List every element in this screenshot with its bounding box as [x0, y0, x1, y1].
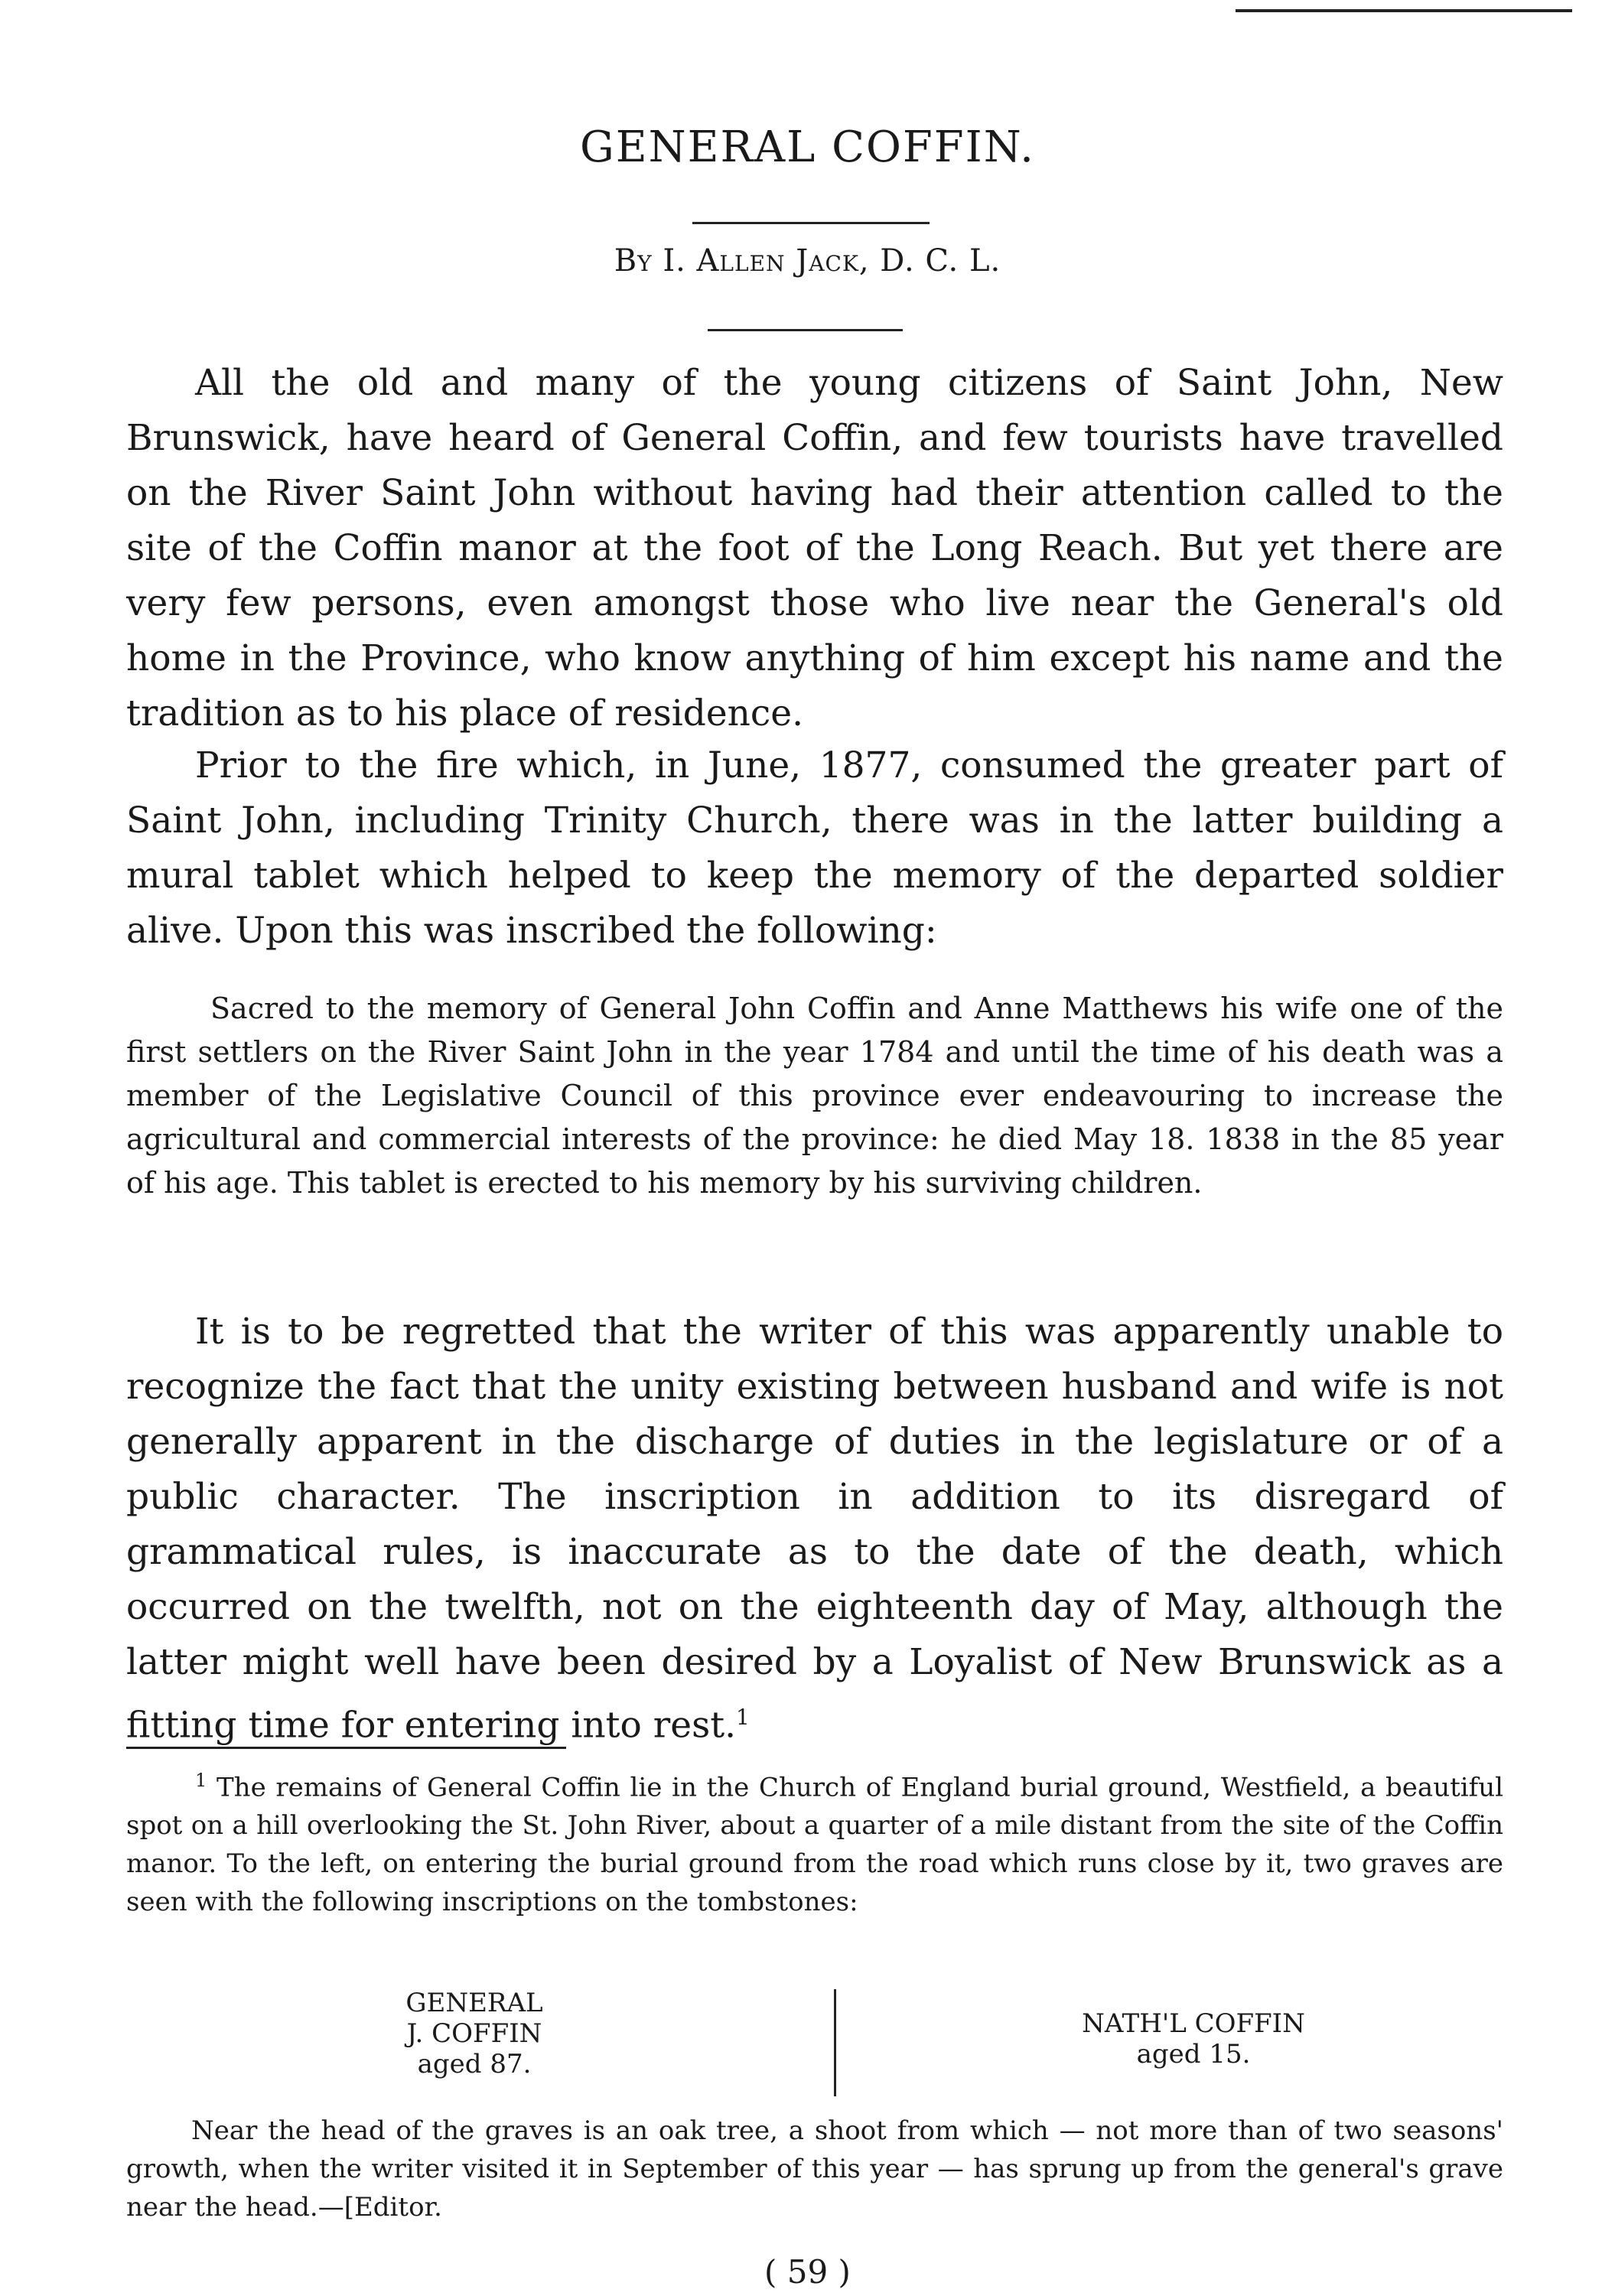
tombstone-right: [987, 2008, 1400, 2070]
byline: By I. Allen Jack, D. C. L.: [614, 243, 1001, 278]
tombstone-right-line: aged 15.: [1136, 2039, 1251, 2070]
article-title: GENERAL COFFIN.: [580, 122, 1035, 172]
tombstone-left-line: J. COFFIN: [406, 2018, 542, 2049]
page-number: ( 59 ): [764, 2253, 851, 2291]
paragraph-3: [126, 1304, 1503, 1754]
tombstone-divider: [834, 1989, 836, 2096]
byline-rule: [708, 329, 903, 331]
tombstone-right-line: NATH'L COFFIN: [1082, 2008, 1305, 2039]
tombstone-left-line: GENERAL: [405, 1988, 543, 2018]
footnote-text: The remains of General Coffin lie in the Church of England burial ground, Westfield, a beautiful spot on a hill overlooking the St. John River, about a quarter of a mile distant from the site of the Coffin manor. To the left, on entering the burial ground from the road which runs close by it, two graves are seen with the following inscriptions on the tombstones:: [126, 1772, 1503, 1918]
tombstone-left: [337, 1988, 612, 2079]
footnote-reference: 1: [736, 1705, 750, 1730]
paragraph-1: All the old and many of the young citizens of Saint John, New Brunswick, have heard of General Coffin, and few tourists have travelled on the River Saint John without having had their attention called to the site of the Coffin manor at the foot of the Long Reach. But yet there are very few persons, even amongst those who live near the General's old home in the Province, who know anything of him except his name and the tradition as to his place of residence.: [126, 362, 1503, 734]
tombstone-left-line: aged 87.: [417, 2049, 532, 2079]
paragraph-3-text: It is to be regretted that the writer of this was apparently unable to recognize the fact that the unity existing between husband and wife is not generally apparent in the discharge of duties in the legislature or of a public character. The inscription in addition to its disregard of grammatical rules, is inaccurate as to the date of the death, which occurred on the twelfth, not on the eighteenth day of May, although the latter might well have been desired by a Loyalist of New Brunswick as a fitting time for entering into rest.: [126, 1311, 1503, 1747]
footnote-continued: Near the head of the graves is an oak tree, a shoot from which — not more than of two seasons' growth, when the writer visited it in September of this year — has sprung up from the general's grave near the head.—[Editor.: [126, 2115, 1503, 2223]
tablet-inscription: Sacred to the memory of General John Coffin and Anne Matthews his wife one of the first settlers on the River Saint John in the year 1784 and until the time of his death was a member of the Legislative Council of this province ever endeavouring to increase the agricultural and commercial interests of the province: he died May 18. 1838 in the 85 year of his age. This tablet is erected to his memory by his surviving children.: [126, 992, 1503, 1200]
top-rule: [1236, 9, 1572, 12]
footnote: [126, 1761, 1503, 1921]
title-rule: [692, 222, 930, 224]
paragraph-2: Prior to the fire which, in June, 1877, consumed the greater part of Saint John, including Trinity Church, there was in the latter building a mural tablet which helped to keep the memory of the departed soldier alive. Upon this was inscribed the following:: [126, 744, 1503, 952]
footnote-marker: 1: [195, 1770, 207, 1791]
footnote-rule: [126, 1747, 566, 1749]
